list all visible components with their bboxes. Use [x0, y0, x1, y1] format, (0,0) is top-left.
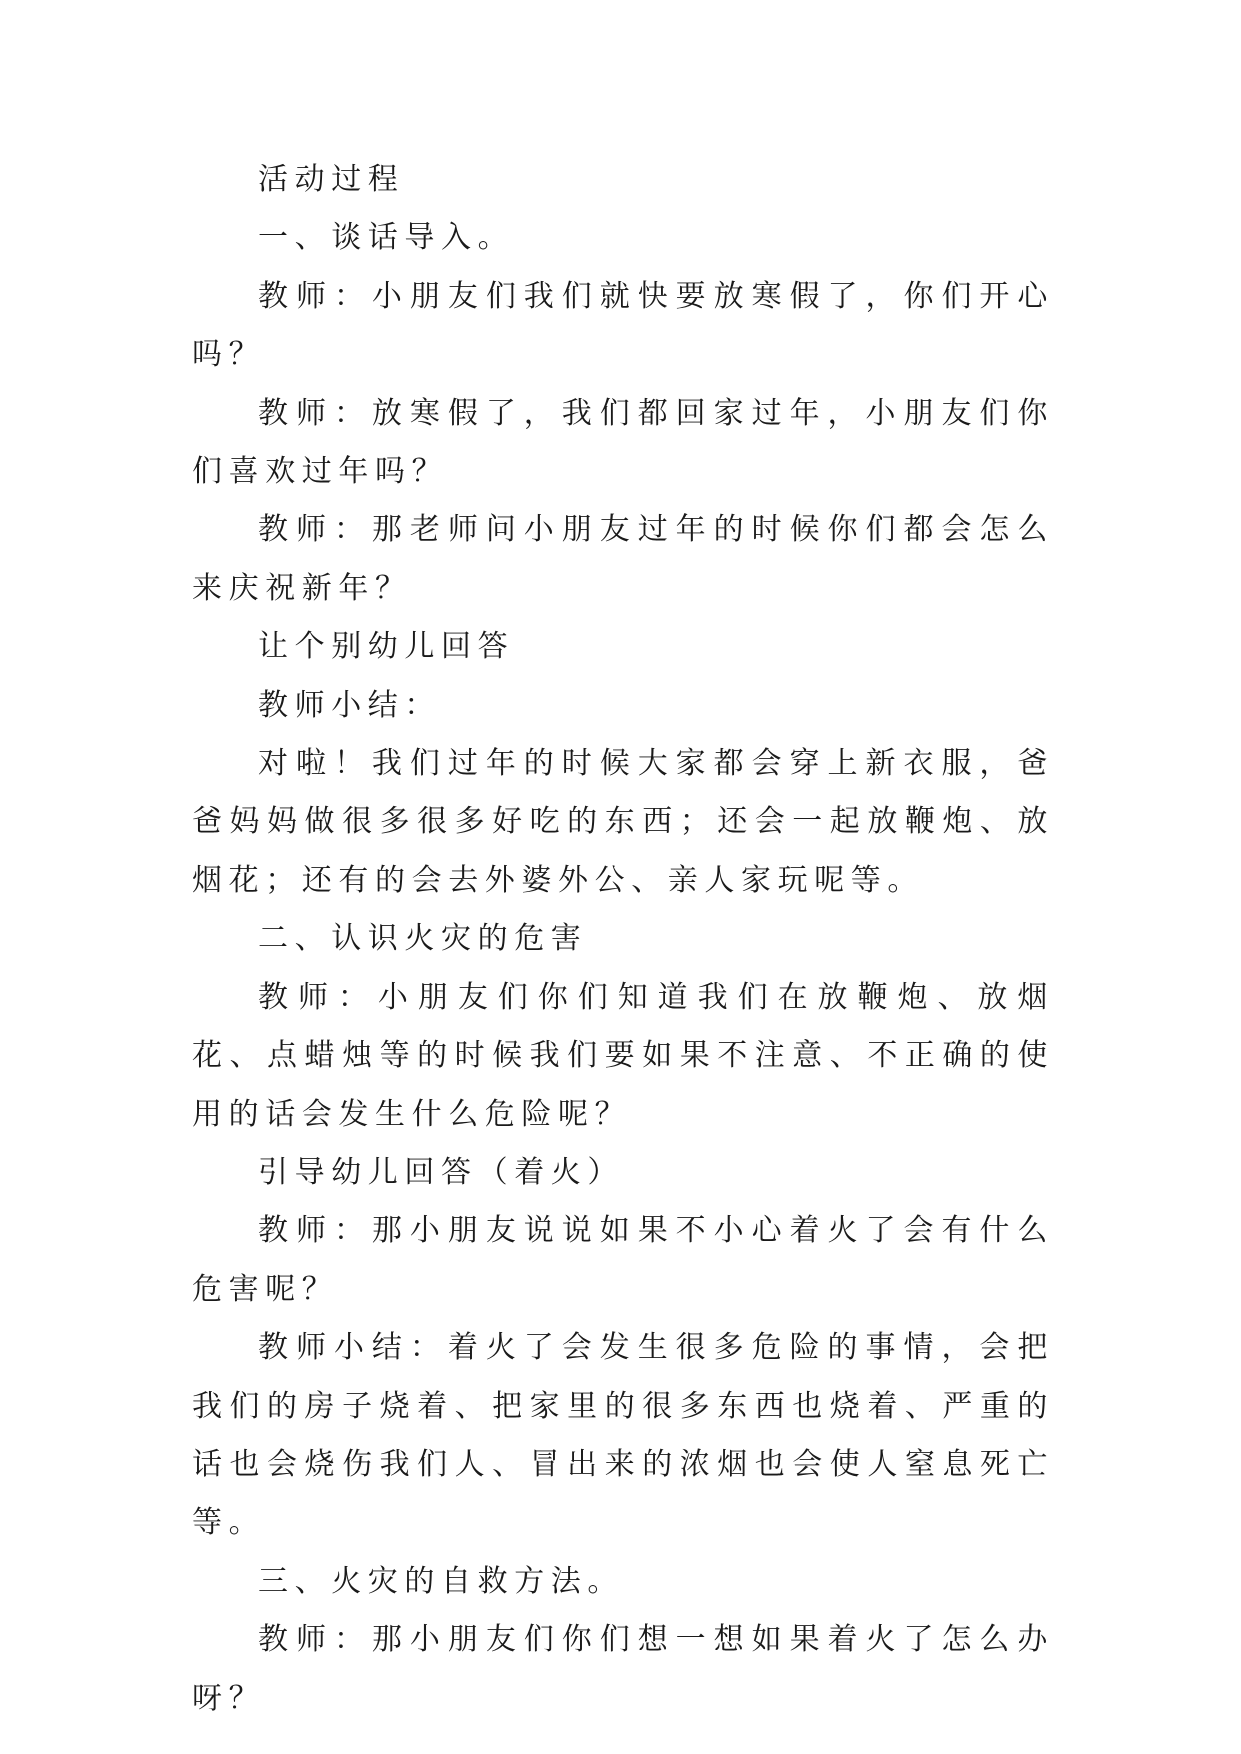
paragraph: 教师小结： — [258, 687, 441, 723]
document-page — [192, 151, 1054, 1728]
paragraph: 教师：放寒假了，我们都回家过年，小朋友们你们喜欢过年吗？ — [192, 395, 1054, 490]
section-title-activity-process: 活动过程 — [258, 162, 405, 197]
paragraph: 教师：那小朋友说说如果不小心着火了会有什么危害呢？ — [192, 1213, 1054, 1307]
paragraph: 让个别幼儿回答 — [258, 629, 515, 665]
paragraph: 引导幼儿回答（着火） — [258, 1154, 624, 1190]
section-heading-3: 三、火灾的自救方法。 — [258, 1563, 624, 1599]
paragraph: 教师：那老师问小朋友过年的时候你们都会怎么来庆祝新年？ — [192, 512, 1054, 606]
paragraph: 对啦！我们过年的时候大家都会穿上新衣服，爸爸妈妈做很多很多好吃的东西；还会一起放鞭炮、放烟花；还有的会去外婆外公、亲人家玩呢等。 — [192, 746, 1054, 898]
section-heading-1: 一、谈话导入。 — [258, 220, 515, 256]
paragraph: 教师：小朋友们你们知道我们在放鞭炮、放烟花、点蜡烛等的时候我们要如果不注意、不正确的使用的话会发生什么危险呢？ — [192, 979, 1054, 1132]
paragraph: 教师：那小朋友们你们想一想如果着火了怎么办呀？ — [192, 1622, 1054, 1716]
paragraph: 教师：小朋友们我们就快要放寒假了，你们开心吗？ — [192, 278, 1054, 373]
paragraph: 教师小结：着火了会发生很多危险的事情，会把我们的房子烧着、把家里的很多东西也烧着、严重的话也会烧伤我们人、冒出来的浓烟也会使人窒息死亡等。 — [192, 1330, 1054, 1541]
section-heading-2: 二、认识火灾的危害 — [258, 921, 588, 957]
